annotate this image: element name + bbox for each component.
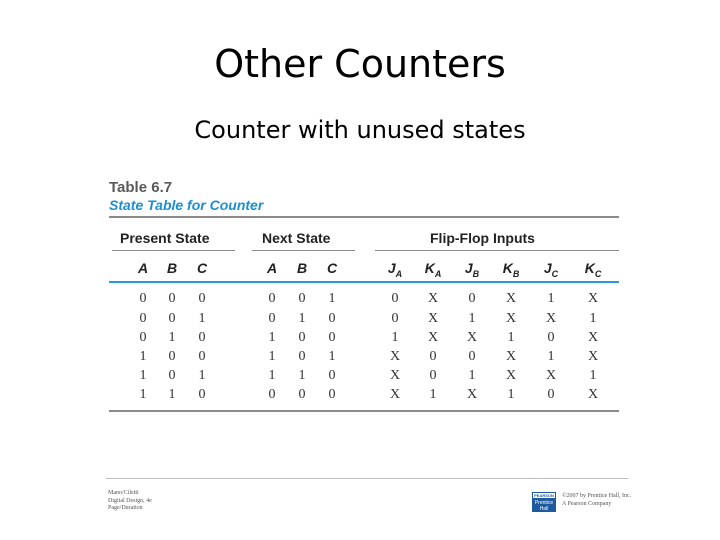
table-cell: 1 xyxy=(139,349,147,364)
logo-top-text: PEARSON xyxy=(534,493,554,498)
table-cell: X xyxy=(466,330,478,345)
column-header xyxy=(496,260,526,279)
table-cell: 0 xyxy=(468,291,476,306)
column-header-letter: J xyxy=(464,260,473,276)
table-cell: 0 xyxy=(391,291,399,306)
column-header-subscript: A xyxy=(395,268,403,279)
table-cell: 0 xyxy=(298,349,306,364)
table-cell: 0 xyxy=(429,368,437,383)
table-caption-number: Table 6.7 xyxy=(109,179,173,196)
table-cell: 1 xyxy=(328,349,336,364)
table-cell: 0 xyxy=(547,330,555,345)
column-header-letter: B xyxy=(166,260,178,276)
table-cell: 1 xyxy=(328,291,336,306)
footer-right-text xyxy=(562,493,631,508)
table-cell: 1 xyxy=(198,368,206,383)
table-cell: X xyxy=(466,387,478,402)
table-cell: 1 xyxy=(507,387,515,402)
table-cell: 0 xyxy=(328,330,336,345)
table-cell: 1 xyxy=(268,368,276,383)
table-cell: X xyxy=(427,291,439,306)
column-header-letter: K xyxy=(424,260,435,276)
table-cell: X xyxy=(545,311,557,326)
column-header xyxy=(128,260,158,276)
table-cell: 0 xyxy=(168,311,176,326)
group-underline-next xyxy=(252,250,355,251)
table-cell: 0 xyxy=(268,311,276,326)
table-cell: 1 xyxy=(547,349,555,364)
group-header-present: Present State xyxy=(120,230,210,246)
column-header-letter: C xyxy=(196,260,208,276)
table-cell: 1 xyxy=(468,368,476,383)
column-header-subscript: C xyxy=(551,268,559,279)
table-cell: 0 xyxy=(328,387,336,402)
header-rule xyxy=(109,281,619,283)
column-header xyxy=(157,260,187,276)
footer-rule xyxy=(106,478,628,479)
table-cell: 0 xyxy=(139,311,147,326)
table-cell: 1 xyxy=(168,387,176,402)
table-cell: 0 xyxy=(328,311,336,326)
table-cell: 0 xyxy=(198,330,206,345)
table-cell: 1 xyxy=(468,311,476,326)
footer-left-line: Digital Design, 4e xyxy=(108,497,152,504)
column-header xyxy=(257,260,287,276)
table-caption-title: State Table for Counter xyxy=(109,197,264,213)
column-header xyxy=(536,260,566,279)
table-cell: 0 xyxy=(139,291,147,306)
table-cell: 0 xyxy=(391,311,399,326)
column-header-letter: K xyxy=(502,260,513,276)
table-cell: X xyxy=(505,368,517,383)
column-header-subscript: C xyxy=(594,268,602,279)
column-header-letter: J xyxy=(387,260,396,276)
footer-left-text xyxy=(108,490,152,513)
publisher-logo xyxy=(532,492,556,512)
table-cell: X xyxy=(545,368,557,383)
table-cell: 0 xyxy=(268,291,276,306)
table-cell: 1 xyxy=(139,368,147,383)
footer-right-line: ©2007 by Prentice Hall, Inc. xyxy=(562,493,632,499)
table-cell: X xyxy=(389,387,401,402)
slide-subtitle: Counter with unused states xyxy=(194,116,526,144)
footer-left-line: Mano/Ciletti xyxy=(108,490,139,496)
footer-left-line: Page/Duration xyxy=(108,505,143,511)
table-cell: 0 xyxy=(468,349,476,364)
table-cell: X xyxy=(389,368,401,383)
table-cell: X xyxy=(587,349,599,364)
column-header xyxy=(457,260,487,279)
column-header xyxy=(187,260,217,276)
table-cell: 0 xyxy=(198,349,206,364)
group-header-next: Next State xyxy=(262,230,331,246)
table-cell: X xyxy=(505,291,517,306)
table-cell: 0 xyxy=(168,349,176,364)
table-cell: 0 xyxy=(328,368,336,383)
table-cell: X xyxy=(587,291,599,306)
table-cell: X xyxy=(427,330,439,345)
table-cell: 0 xyxy=(298,291,306,306)
table-cell: 1 xyxy=(268,349,276,364)
column-header-subscript: B xyxy=(472,268,480,279)
column-header xyxy=(317,260,347,276)
table-cell: 0 xyxy=(547,387,555,402)
group-underline-inputs xyxy=(375,250,619,251)
table-cell: X xyxy=(505,311,517,326)
column-header xyxy=(380,260,410,279)
table-cell: 0 xyxy=(168,291,176,306)
slide-title: Other Counters xyxy=(214,42,506,86)
column-header-letter: C xyxy=(326,260,338,276)
table-cell: X xyxy=(505,349,517,364)
column-header-letter: A xyxy=(137,260,149,276)
table-cell: 1 xyxy=(589,368,597,383)
table-cell: 1 xyxy=(429,387,437,402)
table-cell: 1 xyxy=(298,368,306,383)
column-header-letter: J xyxy=(543,260,552,276)
column-header-subscript: A xyxy=(434,268,442,279)
table-cell: 1 xyxy=(168,330,176,345)
column-header-letter: K xyxy=(584,260,595,276)
table-cell: 0 xyxy=(268,387,276,402)
table-cell: 0 xyxy=(198,387,206,402)
table-cell: X xyxy=(587,330,599,345)
column-header-subscript: B xyxy=(512,268,520,279)
table-cell: 0 xyxy=(298,387,306,402)
table-top-rule xyxy=(109,216,619,218)
table-cell: 0 xyxy=(198,291,206,306)
table-cell: 0 xyxy=(298,330,306,345)
table-cell: 1 xyxy=(268,330,276,345)
table-cell: 1 xyxy=(198,311,206,326)
column-header xyxy=(418,260,448,279)
table-cell: 1 xyxy=(298,311,306,326)
table-cell: 0 xyxy=(429,349,437,364)
column-header-letter: A xyxy=(266,260,278,276)
column-header-letter: B xyxy=(296,260,308,276)
table-cell: 1 xyxy=(507,330,515,345)
logo-bottom-text: Prentice Hall xyxy=(534,500,554,512)
table-cell: X xyxy=(389,349,401,364)
table-bottom-rule xyxy=(109,410,619,412)
group-underline-present xyxy=(112,250,235,251)
table-cell: 1 xyxy=(139,387,147,402)
table-cell: 1 xyxy=(391,330,399,345)
table-cell: 1 xyxy=(589,311,597,326)
column-header xyxy=(287,260,317,276)
table-cell: 0 xyxy=(139,330,147,345)
table-cell: 1 xyxy=(547,291,555,306)
group-header-inputs: Flip-Flop Inputs xyxy=(430,230,535,246)
table-cell: X xyxy=(587,387,599,402)
footer-right-line: A Pearson Company xyxy=(562,500,612,507)
table-cell: X xyxy=(427,311,439,326)
column-header xyxy=(578,260,608,279)
table-cell: 0 xyxy=(168,368,176,383)
